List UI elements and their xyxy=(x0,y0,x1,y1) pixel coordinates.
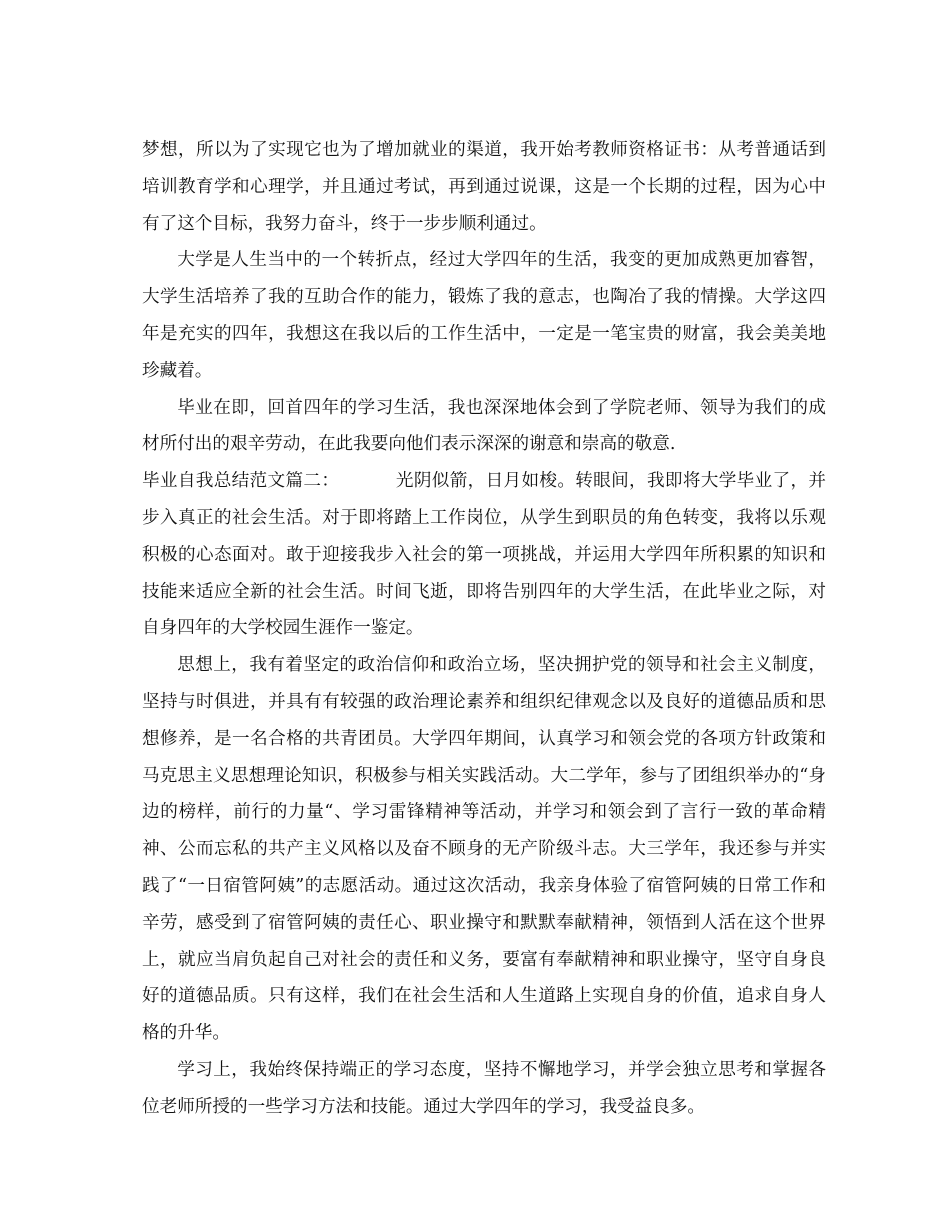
document-body xyxy=(142,132,826,1126)
paragraph-graduation-thanks: 毕业在即，回首四年的学习生活，我也深深地体会到了学院老师、领导为我们的成材所付出的艰辛劳动，在此我要向他们表示深深的谢意和崇高的敬意. xyxy=(142,397,826,455)
paragraph-university-turning-point: 大学是人生当中的一个转折点，经过大学四年的生活，我变的更加成熟更加睿智，大学生活培养了我的互助合作的能力，锻炼了我的意志，也陶冶了我的情操。大学这四年是充实的四年，我想这在我以后的工作生活中，一定是一笔宝贵的财富，我会美美地珍藏着。 xyxy=(142,250,826,381)
section-heading: 毕业自我总结范文篇二： xyxy=(142,471,340,492)
section-intro-text: 光阴似箭，日月如梭。转眼间，我即将大学毕业了，并步入真正的社会生活。对于即将踏上工作岗位，从学生到职员的角色转变，我将以乐观积极的心态面对。敢于迎接我步入社会的第一项挑战，并运用大学四年所积累的知识和技能来适应全新的社会生活。时间飞逝，即将告别四年的大学生活，在此毕业之际，对自身四年的大学校园生涯作一鉴定。 xyxy=(142,471,826,639)
paragraph-study: 学习上，我始终保持端正的学习态度，坚持不懈地学习，并学会独立思考和掌握各位老师所授的一些学习方法和技能。通过大学四年的学习，我受益良多。 xyxy=(142,1059,826,1117)
section-two-paragraph xyxy=(142,463,826,647)
paragraph-continuation: 梦想，所以为了实现它也为了增加就业的渠道，我开始考教师资格证书：从考普通话到培训教育学和心理学，并且通过考试，再到通过说课，这是一个长期的过程，因为心中有了这个目标，我努力奋斗，终于一步步顺利通过。 xyxy=(142,140,826,234)
paragraph-ideology: 思想上，我有着坚定的政治信仰和政治立场，坚决拥护党的领导和社会主义制度，坚持与时俱进，并具有有较强的政治理论素养和组织纪律观念以及良好的道德品质和思想修养，是一名合格的共青团员。大学四年期间，认真学习和领会党的各项方针政策和马克思主义思想理论知识，积极参与相关实践活动。大二学年，参与了团组织举办的“身边的榜样，前行的力量“、学习雷锋精神等活动，并学习和领会到了言行一致的革命精神、公而忘私的共产主义风格以及奋不顾身的无产阶级斗志。大三学年，我还参与并实践了“一日宿管阿姨”的志愿活动。通过这次活动，我亲身体验了宿管阿姨的日常工作和辛劳，感受到了宿管阿姨的责任心、职业操守和默默奉献精神，领悟到人活在这个世界上，就应当肩负起自己对社会的责任和义务，要富有奉献精神和职业操守，坚守自身良好的道德品质。只有这样，我们在社会生活和人生道路上实现自身的价值，追求自身人格的升华。 xyxy=(142,655,826,1044)
